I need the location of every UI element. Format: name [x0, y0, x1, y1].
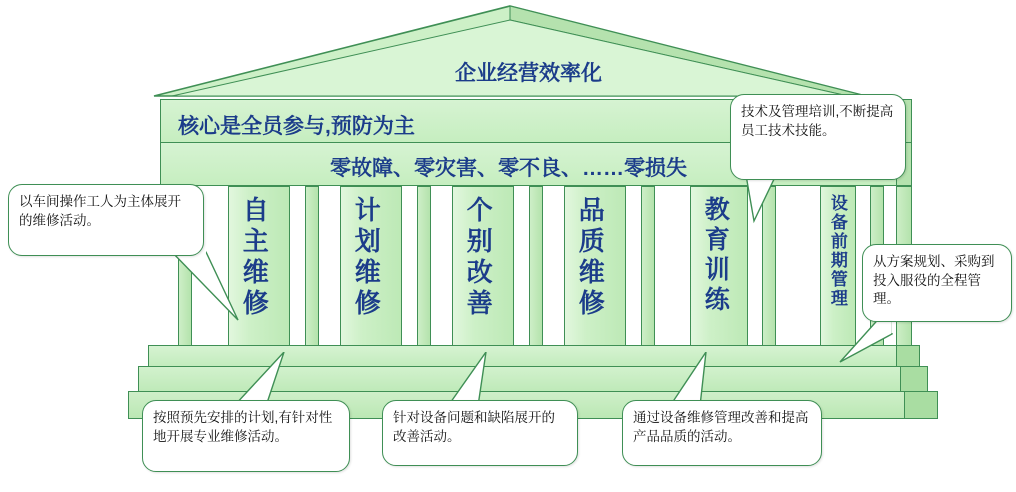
pillar-planned-maintenance-label: 计划维修	[351, 196, 382, 320]
pillar-spacer-2	[417, 186, 431, 346]
base-step-2-side	[900, 366, 928, 392]
base-step-3-side	[904, 391, 938, 419]
pillar-quality-maintenance-label: 品质维修	[575, 196, 606, 320]
callout-autonomous: 以车间操作工人为主体展开的维修活动。	[8, 184, 204, 256]
pillar-autonomous-maintenance-label: 自主维修	[239, 196, 270, 320]
callout-planned: 按照预先安排的计划,有针对性地开展专业维修活动。	[142, 400, 350, 472]
callout-training: 技术及管理培训,不断提高员工技术技能。	[730, 94, 906, 180]
pillar-education-training-label: 教育训练	[701, 196, 730, 316]
pillar-focused-improvement-label: 个别改善	[463, 196, 494, 320]
diagram-title: 企业经营效率化	[455, 62, 602, 85]
base-step-1-side	[896, 345, 920, 367]
band-core-concept-label: 核心是全员参与,预防为主	[178, 115, 415, 138]
callout-improvement: 针对设备问题和缺陷展开的改善活动。	[382, 400, 578, 466]
callout-autonomous-tail	[170, 250, 250, 330]
pillar-spacer-3	[529, 186, 543, 346]
pillar-spacer-1	[305, 186, 319, 346]
callout-quality: 通过设备维修管理改善和提高产品品质的活动。	[622, 400, 822, 466]
pillar-spacer-4	[641, 186, 655, 346]
pillar-early-equipment-management-label: 设备前期管理	[827, 194, 847, 308]
band-zero-losses-label: 零故障、零灾害、零不良、……零损失	[330, 157, 687, 180]
callout-early-management: 从方案规划、采购到投入服役的全程管理。	[862, 244, 1012, 322]
callout-training-tail	[742, 175, 782, 225]
